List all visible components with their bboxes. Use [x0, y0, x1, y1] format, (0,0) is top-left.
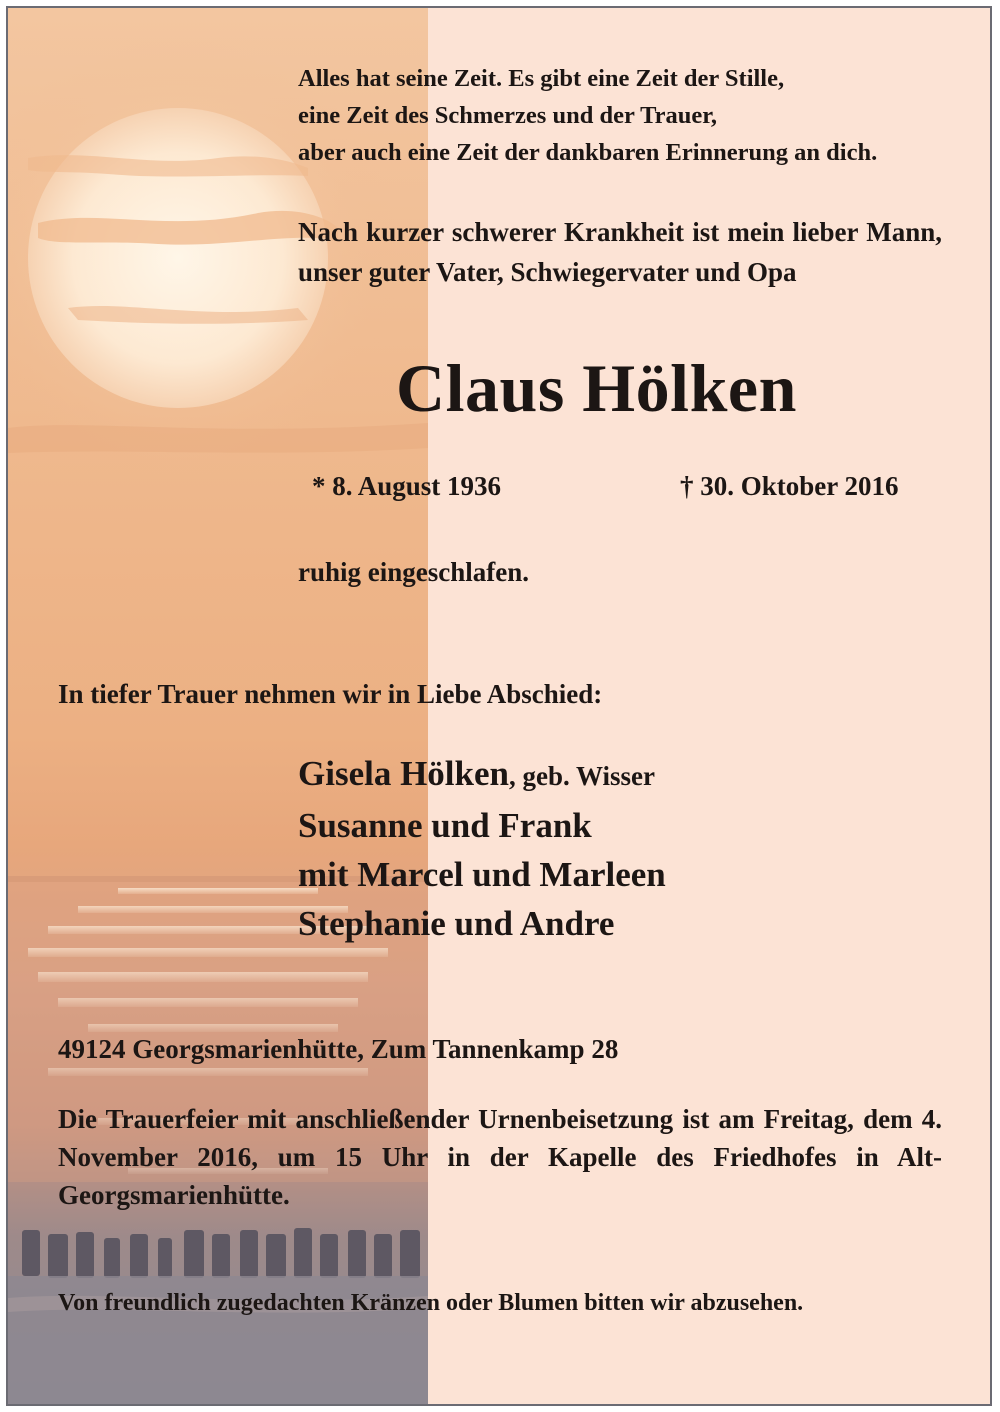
family-member: mit Marcel und Marleen — [298, 855, 666, 894]
mourning-line: In tiefer Trauer nehmen wir in Liebe Abschied: — [58, 679, 603, 709]
breakwater-posts — [22, 1228, 420, 1278]
family-member: Susanne und Frank — [298, 806, 592, 845]
intro-line: aber auch eine Zeit der dankbaren Erinnerung an dich. — [298, 139, 878, 166]
family-member: Stephanie und Andre — [298, 904, 615, 943]
passing-phrase: ruhig eingeschlafen. — [298, 557, 530, 587]
family-member — [298, 749, 666, 801]
family-address: 49124 Georgsmarienhütte, Zum Tannenkamp 28 — [58, 1034, 619, 1064]
family-list — [298, 749, 666, 948]
funeral-details: Die Trauerfeier mit anschließender Urnenbeisetzung ist am Freitag, dem 4. November 2016, um 15 Uhr in der Kapelle des Friedhofes in Alt-Georgsmarienhütte. — [58, 1104, 942, 1210]
intro-verse — [298, 60, 948, 171]
intro-line: Alles hat seine Zeit. Es gibt eine Zeit der Stille, — [298, 65, 785, 92]
family-member-name: Gisela Hölken — [298, 754, 509, 793]
sun — [28, 108, 328, 408]
death-date: † 30. Oktober 2016 — [680, 471, 899, 501]
deceased-name: Claus Hölken — [396, 350, 797, 426]
birth-date: * 8. August 1936 — [312, 471, 502, 501]
intro-line: eine Zeit des Schmerzes und der Trauer, — [298, 102, 717, 129]
maiden-name: , geb. Wisser — [509, 761, 656, 791]
flowers-note: Von freundlich zugedachten Kränzen oder Blumen bitten wir abzusehen. — [58, 1290, 804, 1316]
obituary-notice — [6, 6, 992, 1406]
death-announcement: Nach kurzer schwerer Krankheit ist mein lieber Mann, unser guter Vater, Schwiegervater und Opa — [298, 217, 942, 287]
